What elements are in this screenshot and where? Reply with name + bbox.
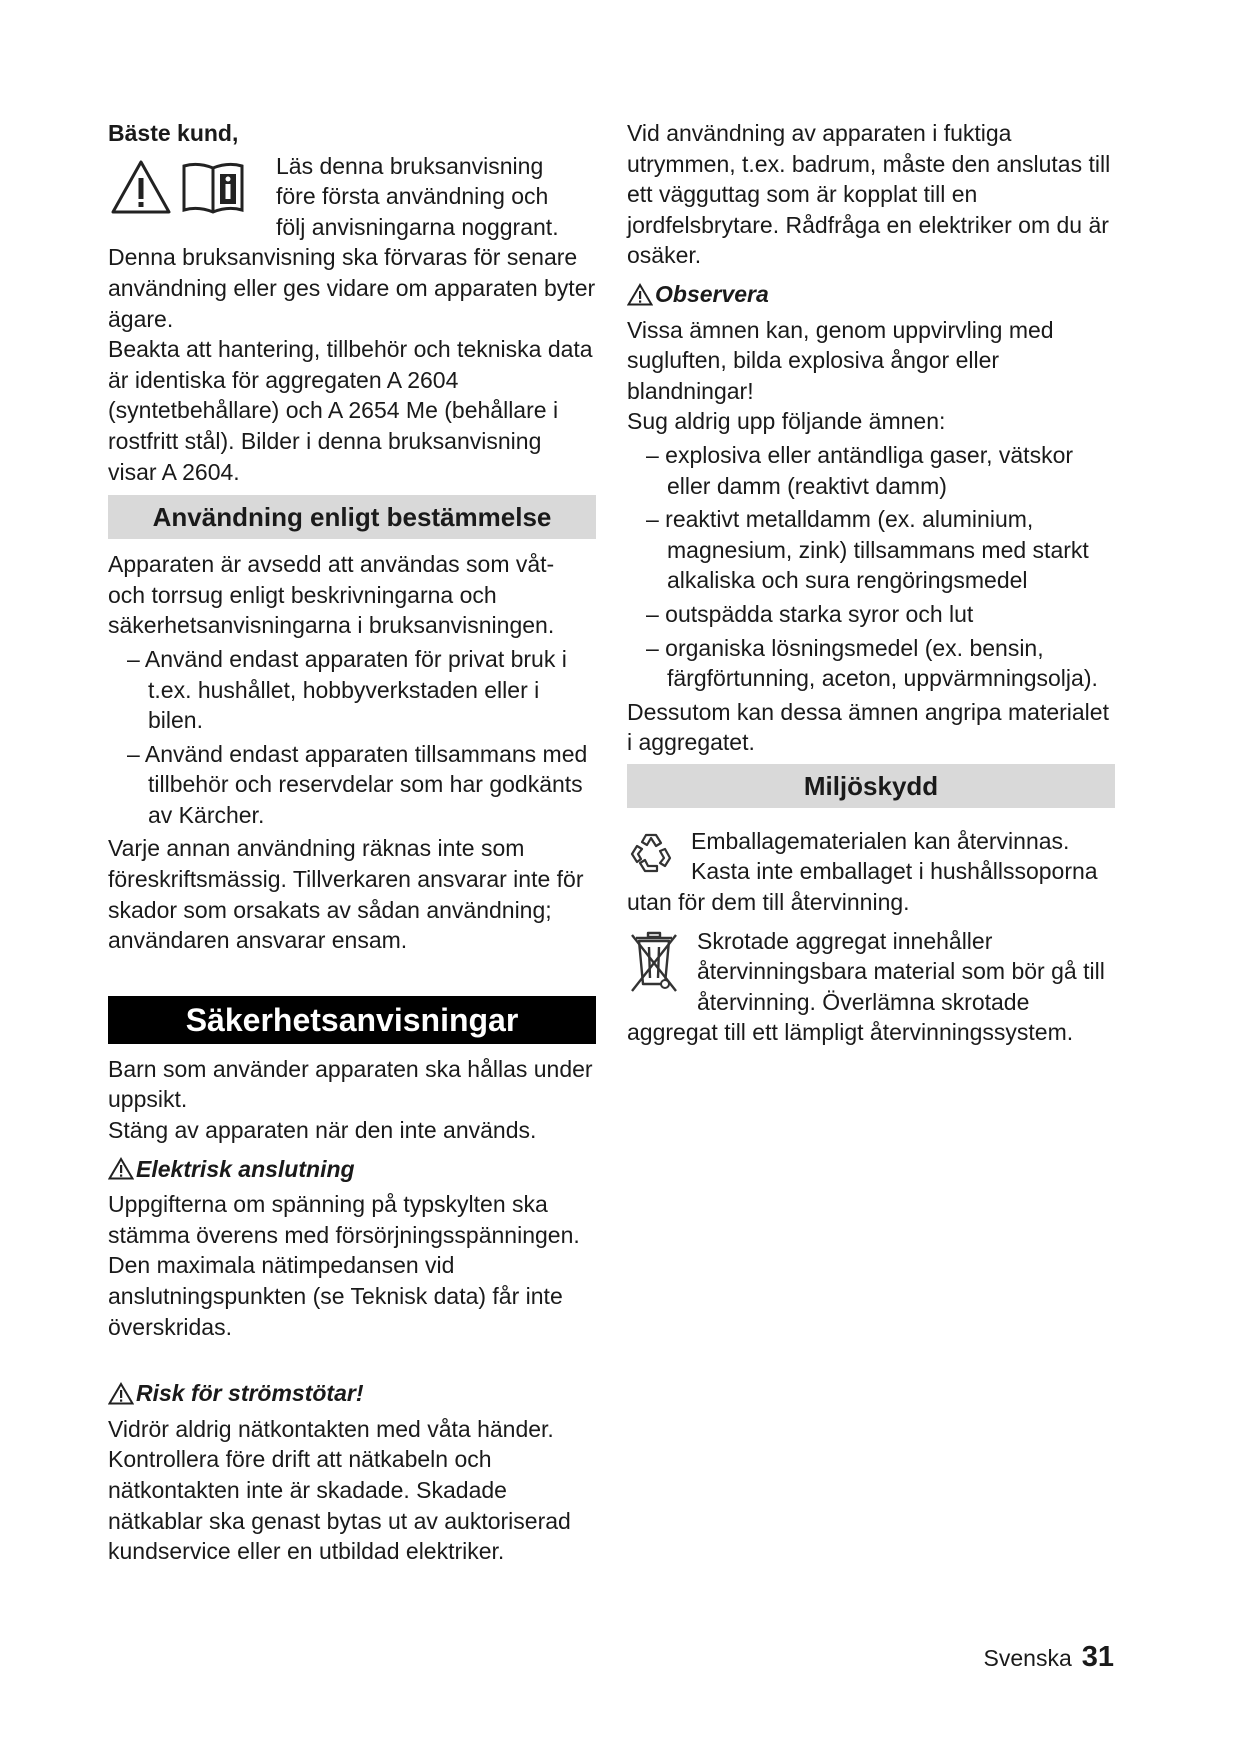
- list-item: – Använd endast apparaten tillsammans med tillbehör och reservdelar som har godkänts av Kärcher.: [127, 740, 588, 828]
- manual-info-icon: [180, 160, 246, 214]
- weee-block: [627, 926, 1115, 1048]
- warning-triangle-icon: [108, 1382, 134, 1405]
- observe-paragraph-3: Dessutom kan dessa ämnen angripa materialet i aggregatet.: [627, 698, 1109, 756]
- damp-rooms-paragraph: Vid användning av apparaten i fuktiga utrymmen, t.ex. badrum, måste den anslutas till ett vägguttag som är kopplat till en jordfelsbrytare. Rådfråga en elektriker om du är osäker.: [627, 120, 1111, 269]
- intro-text: [276, 151, 559, 243]
- warning-triangle-icon: [108, 1157, 134, 1180]
- warning-triangle-icon: [627, 283, 653, 306]
- section-heading-safety: Säkerhetsanvisningar: [108, 996, 596, 1044]
- observe-paragraph-2: Sug aldrig upp följande ämnen:: [627, 408, 946, 435]
- intro-icons: [110, 151, 246, 215]
- list-item: – organiska lösningsmedel (ex. bensin, färgförtunning, aceton, uppvärmningsolja).: [646, 634, 1098, 692]
- shock-risk-paragraph: Vidrör aldrig nätkontakten med våta händer. Kontrollera före drift att nätkabeln och nätkontakten inte är skadade. Skadade nätkablar ska genast bytas ut av auktoriserad kundservice eller en utbildad elektriker.: [108, 1415, 571, 1565]
- section-heading-intended-use: Användning enligt bestämmelse: [108, 495, 596, 539]
- electrical-paragraph-2: Den maximala nätimpedansen vid anslutningspunkten (se Teknisk data) får inte överskridas.: [108, 1252, 563, 1340]
- observe-paragraph-1: Vissa ämnen kan, genom uppvirvling med sugluften, bilda explosiva ångor eller blandningar!: [627, 316, 1054, 404]
- intro-line: följ anvisningarna noggrant.: [276, 213, 559, 240]
- intro-line: Läs denna bruksanvisning: [276, 152, 544, 179]
- page-footer: [984, 1641, 1114, 1674]
- page-number: 31: [1081, 1641, 1114, 1673]
- recycle-icon: [627, 829, 675, 877]
- intro-continued: Denna bruksanvisning ska förvaras för senare användning eller ges vidare om apparaten byter ägare.: [108, 244, 596, 332]
- list-item: – explosiva eller antändliga gaser, vätskor eller damm (reaktivt damm): [646, 441, 1074, 499]
- electrical-connection-title: Elektrisk anslutning: [136, 1155, 355, 1182]
- crossed-bin-icon: [627, 929, 681, 995]
- left-column: [108, 118, 596, 1567]
- list-item: – outspädda starka syror och lut: [646, 600, 974, 627]
- observe-heading: [627, 279, 1115, 310]
- greeting: Bäste kund,: [108, 120, 239, 146]
- list-item: – reaktivt metalldamm (ex. aluminium, magnesium, zink) tillsammans med starkt alkaliska och sura rengöringsmedel: [646, 506, 1089, 594]
- observe-title: Observera: [655, 280, 769, 307]
- section-heading-environment: Miljöskydd: [627, 764, 1115, 808]
- list-item: – Använd endast apparaten för privat bruk i t.ex. hushållet, hobbyverkstaden eller i bilen.: [127, 645, 567, 734]
- intro-line: före första användning och: [276, 183, 549, 210]
- weee-paragraph: Skrotade aggregat innehåller återvinningsbara material som bör gå till återvinning. Överlämna skrotade aggregat till ett lämpligt återvinningssystem.: [627, 927, 1105, 1046]
- electrical-connection-heading: [108, 1154, 596, 1185]
- footer-language: Svenska: [983, 1645, 1072, 1671]
- intro-paragraph-2: Beakta att hantering, tillbehör och tekniska data är identiska för aggregaten A 2604 (syntetbehållare) och A 2654 Me (behållare i rostfritt stål). Bilder i denna bruksanvisning visar A 2604.: [108, 336, 593, 485]
- recycling-paragraph: Emballagematerialen kan återvinnas. Kasta inte emballaget i hushållssoporna utan för dem till återvinning.: [627, 827, 1098, 916]
- shock-risk-title: Risk för strömstötar!: [136, 1380, 364, 1407]
- electrical-paragraph-1: Uppgifterna om spänning på typskylten ska stämma överens med försörjningsspänningen.: [108, 1191, 580, 1248]
- intended-use-paragraph-2: Varje annan användning räknas inte som föreskriftsmässig. Tillverkaren ansvarar inte för skador som orsakats av sådan användning; användaren ansvarar ensam.: [108, 835, 584, 954]
- shock-risk-heading: [108, 1378, 596, 1409]
- safety-paragraph-2: Stäng av apparaten när den inte används.: [108, 1117, 537, 1144]
- right-column: [627, 118, 1115, 1048]
- intro-block: [108, 151, 596, 243]
- intended-use-paragraph: Apparaten är avsedd att användas som våt- och torrsug enligt beskrivningarna och säkerhetsanvisningarna i bruksanvisningen.: [108, 551, 555, 639]
- warning-triangle-icon: [110, 159, 172, 215]
- safety-paragraph-1: Barn som använder apparaten ska hållas under uppsikt.: [108, 1055, 593, 1113]
- recycling-block: [627, 826, 1115, 918]
